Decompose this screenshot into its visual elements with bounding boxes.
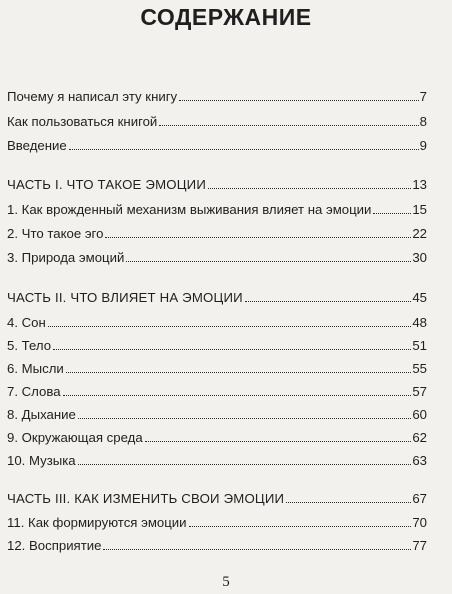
toc-entry-page: 22 bbox=[412, 226, 427, 241]
toc-entry-title: Как пользоваться книгой bbox=[7, 114, 158, 129]
toc-entry-page: 30 bbox=[412, 250, 427, 265]
toc-entry-title: 6. Мысли bbox=[7, 361, 64, 376]
toc-part-heading bbox=[7, 488, 427, 506]
dot-leader bbox=[48, 326, 412, 327]
toc-entry-page: 15 bbox=[412, 202, 427, 217]
toc-entry-title: 4. Сон bbox=[7, 315, 46, 330]
toc-entry-title: Введение bbox=[7, 138, 67, 153]
dot-leader bbox=[179, 100, 419, 101]
toc-entry-page: 70 bbox=[412, 515, 427, 530]
toc-entry bbox=[7, 427, 427, 445]
toc-entry bbox=[7, 135, 427, 153]
toc-entry-title: 3. Природа эмоций bbox=[7, 250, 125, 265]
page-title: СОДЕРЖАНИЕ bbox=[140, 4, 312, 30]
dot-leader bbox=[103, 549, 411, 550]
toc-entry bbox=[7, 223, 427, 241]
toc-entry bbox=[7, 512, 427, 530]
toc-entry-page: 7 bbox=[419, 89, 427, 104]
toc-entry-title: ЧАСТЬ II. ЧТО ВЛИЯЕТ НА ЭМОЦИИ bbox=[7, 290, 243, 305]
toc-entry-title: 10. Музыка bbox=[7, 453, 76, 468]
toc-entry bbox=[7, 199, 427, 217]
toc-entry-title: ЧАСТЬ I. ЧТО ТАКОЕ ЭМОЦИИ bbox=[7, 177, 207, 192]
toc-entry-title: 11. Как формируются эмоции bbox=[7, 515, 187, 530]
dot-leader bbox=[159, 125, 418, 126]
toc-entry bbox=[7, 381, 427, 399]
toc-entry-page: 51 bbox=[412, 338, 427, 353]
toc-entry-page: 63 bbox=[412, 453, 427, 468]
toc-entry bbox=[7, 111, 427, 129]
toc-entry-title: Почему я написал эту книгу bbox=[7, 89, 178, 104]
toc-part-heading bbox=[7, 287, 427, 305]
toc-entry-page: 8 bbox=[419, 114, 427, 129]
toc-entry-title: 7. Слова bbox=[7, 384, 61, 399]
dot-leader bbox=[78, 464, 412, 465]
toc-entry bbox=[7, 535, 427, 553]
toc-entry bbox=[7, 358, 427, 376]
toc-entry bbox=[7, 312, 427, 330]
toc-entry bbox=[7, 86, 427, 104]
toc-entry-title: 2. Что такое эго bbox=[7, 226, 104, 241]
toc-entry bbox=[7, 404, 427, 422]
toc-entry-title: 9. Окружающая среда bbox=[7, 430, 143, 445]
dot-leader bbox=[208, 188, 411, 189]
toc-entry-page: 48 bbox=[412, 315, 427, 330]
dot-leader bbox=[245, 301, 412, 302]
page-number: 5 bbox=[222, 574, 230, 590]
toc-entry-page: 45 bbox=[412, 290, 427, 305]
toc-entry-page: 62 bbox=[412, 430, 427, 445]
toc-entry-title: 12. Восприятие bbox=[7, 538, 102, 553]
dot-leader bbox=[286, 502, 411, 503]
dot-leader bbox=[63, 395, 412, 396]
toc-entry-page: 55 bbox=[412, 361, 427, 376]
dot-leader bbox=[145, 441, 412, 442]
toc-entry bbox=[7, 450, 427, 468]
toc-entry-page: 9 bbox=[419, 138, 427, 153]
toc-entry-page: 60 bbox=[412, 407, 427, 422]
toc-entry-page: 67 bbox=[412, 491, 427, 506]
toc-entry-title: 8. Дыхание bbox=[7, 407, 76, 422]
dot-leader bbox=[373, 213, 411, 214]
dot-leader bbox=[105, 237, 411, 238]
dot-leader bbox=[69, 149, 419, 150]
toc-entry-title: 5. Тело bbox=[7, 338, 52, 353]
dot-leader bbox=[126, 261, 411, 262]
toc-entry-page: 57 bbox=[412, 384, 427, 399]
toc-entry-page: 13 bbox=[412, 177, 427, 192]
dot-leader bbox=[189, 526, 412, 527]
dot-leader bbox=[53, 349, 411, 350]
toc-entry bbox=[7, 335, 427, 353]
toc-entry-title: 1. Как врожденный механизм выживания влияет на эмоции bbox=[7, 202, 372, 217]
dot-leader bbox=[66, 372, 412, 373]
toc-entry-page: 77 bbox=[412, 538, 427, 553]
dot-leader bbox=[78, 418, 411, 419]
toc-part-heading bbox=[7, 174, 427, 192]
toc-entry-title: ЧАСТЬ III. КАК ИЗМЕНИТЬ СВОИ ЭМОЦИИ bbox=[7, 491, 285, 506]
toc-entry bbox=[7, 247, 427, 265]
